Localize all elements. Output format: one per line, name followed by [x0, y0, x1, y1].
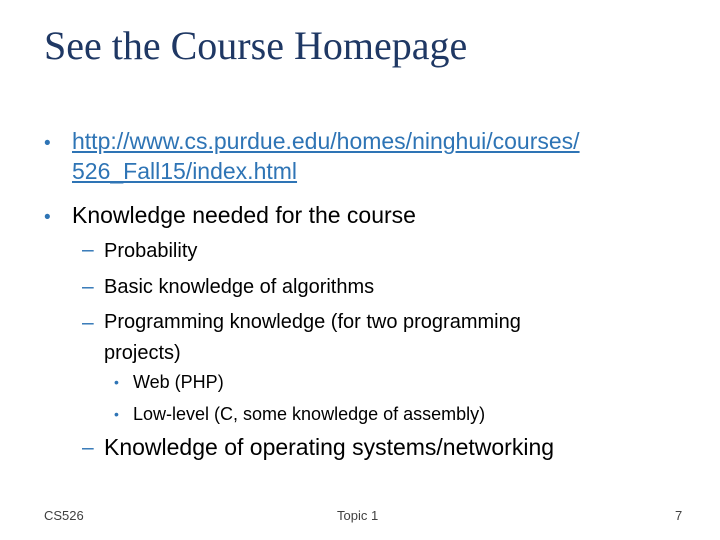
subbullet-programming-line2: projects) — [104, 342, 181, 364]
subsubbullet-web: Web (PHP) — [133, 372, 224, 392]
dash-marker: – — [82, 238, 94, 261]
subsubbullet-low-level: Low-level (C, some knowledge of assembly) — [133, 404, 486, 424]
bullet-marker: • — [44, 207, 51, 228]
dash-marker: – — [82, 275, 94, 298]
subbullet-programming — [104, 307, 521, 369]
course-url-link[interactable] — [72, 126, 580, 186]
bullet-marker: • — [44, 133, 51, 154]
subbullet-probability: Probability — [104, 240, 198, 262]
bullet-marker: • — [114, 374, 119, 390]
course-url-line2[interactable]: 526_Fall15/index.html — [72, 158, 298, 184]
footer-topic: Topic 1 — [337, 508, 379, 523]
course-url-line1[interactable]: http://www.cs.purdue.edu/homes/ninghui/courses/ — [72, 128, 580, 154]
subbullet-programming-line1: Programming knowledge (for two programming — [104, 311, 521, 333]
subbullet-algorithms: Basic knowledge of algorithms — [104, 276, 375, 298]
dash-marker: – — [82, 436, 94, 459]
footer-course-code: CS526 — [44, 508, 84, 523]
subbullet-os-networking: Knowledge of operating systems/networking — [104, 434, 555, 460]
slide-title: See the Course Homepage — [44, 23, 468, 68]
dash-marker: – — [82, 311, 94, 334]
bullet-knowledge-needed: Knowledge needed for the course — [72, 202, 416, 228]
footer-page-number: 7 — [675, 508, 683, 523]
bullet-marker: • — [114, 406, 119, 422]
